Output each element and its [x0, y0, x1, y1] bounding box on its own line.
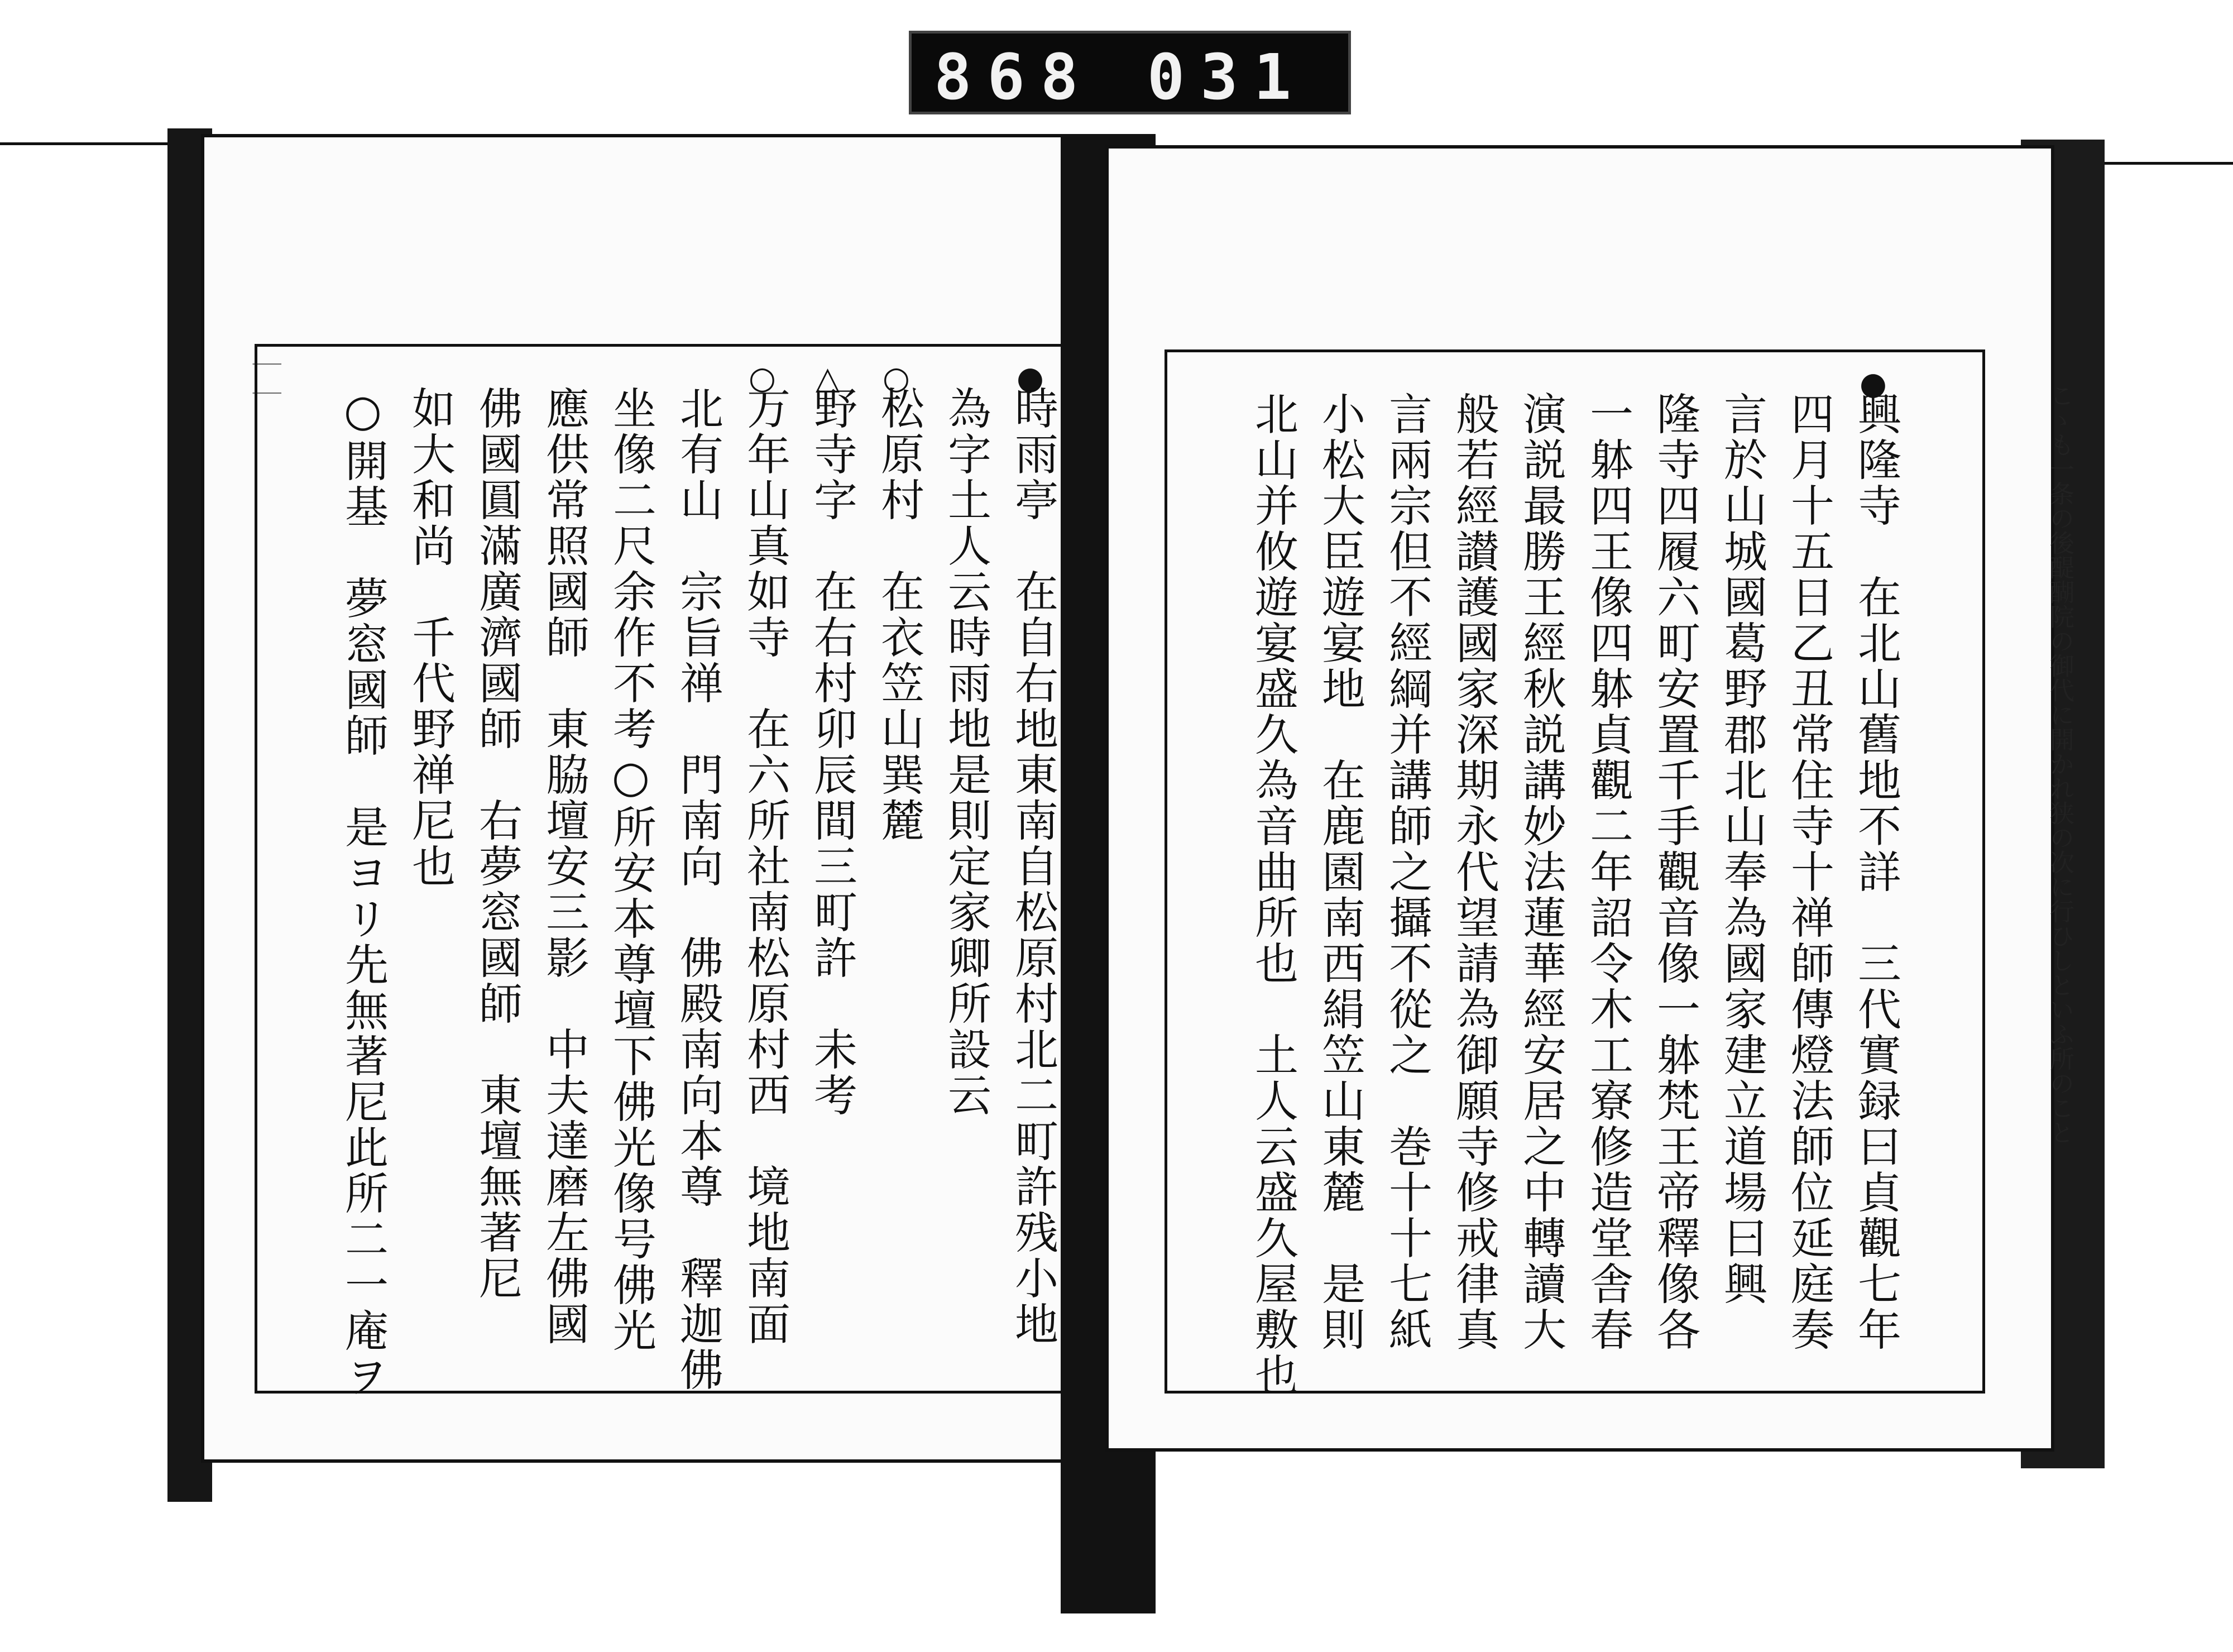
left-edge-marks: ｜｜ [247, 349, 281, 408]
text-column: 一躰四王像四躰貞觀二年詔令木工寮修造堂舎春 [1583, 391, 1633, 1353]
handwritten-top-note: こゝも一条の後醍醐院の御代に開かれ狭の次に行ひしといふ所のこと [2045, 383, 2074, 1145]
right-page [1105, 145, 2074, 1452]
text-column: 如大和尚 千代野禅尼也 [405, 386, 455, 889]
text-column: 言兩宗但不經綱并講師之攝不從之 巻十十七紙 [1382, 391, 1432, 1353]
text-column: 松原村 在衣笠山巽麓 [874, 386, 924, 844]
text-column: 野寺字 在右村卯辰間三町許 未考 [807, 386, 857, 1118]
text-column: 隆寺四履六町安置千手觀音像一躰梵王帝釋像各 [1650, 391, 1700, 1353]
text-column: 為字土人云時雨地是則定家卿所設云 [941, 386, 991, 1118]
text-column: 佛國圓滿廣濟國師 右夢窓國師 東壇無著尼 [472, 386, 522, 1301]
text-column: 演説最勝王經秋説講妙法蓮華經安居之中轉讀大 [1516, 391, 1566, 1353]
left-text-frame [255, 344, 1081, 1400]
right-text-frame [1165, 349, 2074, 1399]
text-column: 万年山真如寺 在六所社南松原村西 境地南面 [740, 386, 790, 1347]
column-mark: ● [1017, 360, 1044, 396]
text-column: 時雨亭 在自右地東南自松原村北二町許残小地 [1008, 386, 1058, 1347]
text-column: 小松大臣遊宴地 在鹿園南西絹笠山東麓 是則 [1315, 391, 1365, 1353]
archive-number-label [909, 31, 1351, 114]
text-column: 言於山城國葛野郡北山奉為國家建立道場曰興 [1717, 391, 1767, 1307]
text-column: 四月十五日乙丑常住寺十禅師傳燈法師位延庭奏 [1784, 391, 1834, 1353]
text-column: 北有山 宗旨禅 門南向 佛殿南向本尊 釋迦佛 [673, 386, 723, 1393]
left-page [201, 134, 1116, 1463]
archive-number: 868 031 [934, 41, 1307, 114]
text-column: 坐像二尺余作不考○所安本尊壇下佛光像号佛光 [606, 386, 656, 1354]
text-column: 般若經讃護國家深期永代望請為御願寺修戒律真 [1449, 391, 1499, 1353]
book-spread [167, 128, 2105, 1502]
column-mark: ○ [749, 360, 776, 396]
text-column: 應供常照國師 東脇壇安三影 中夫達磨左佛國 [539, 386, 589, 1347]
column-mark: ● [1860, 366, 1887, 402]
text-column: 北山并攸遊宴盛久為音曲所也 土人云盛久屋敷也 [1248, 391, 1298, 1399]
text-column: 興隆寺 在北山舊地不詳 三代實録曰貞觀七年 [1851, 391, 1901, 1353]
column-mark: ○ [883, 360, 910, 396]
column-mark: △ [816, 360, 840, 396]
text-column: ○開基 夢窓國師 是ヨリ先無著尼此所二一庵ヲ [338, 386, 388, 1400]
